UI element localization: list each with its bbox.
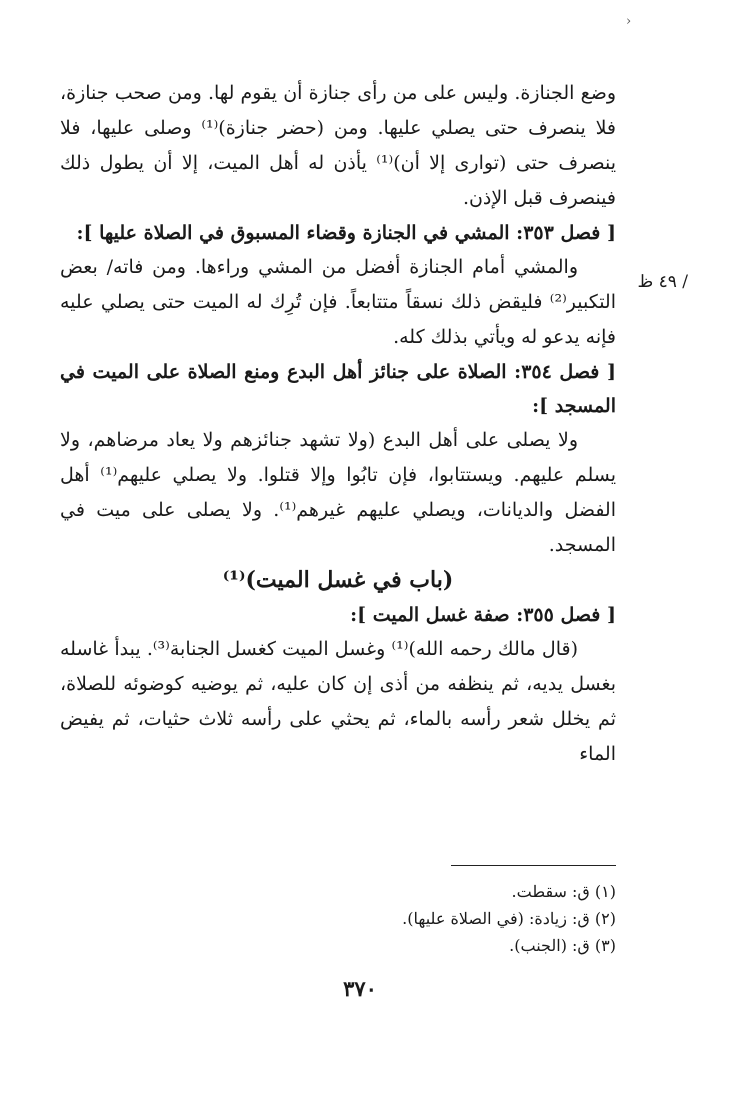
footnotes [60,865,616,959]
manuscript-folio-reference: / ٤٩ ظ [637,272,688,292]
page-number: ٣٧٠ [343,976,377,1001]
footnote-1: (١) ق: سقطت. [511,882,616,901]
paragraph-3: ولا يصلى على أهل البدع (ولا تشهد جنائزهم ولا يعاد مرضاهم، ولا يسلم عليهم. ويستتابوا، فإن تابُوا وإلا قتلوا. ولا يصلي عليهم⁽¹⁾ أهل الفضل والديانات، ويصلي عليهم غيرهم⁽¹⁾. ولا يصلى على ميت في المسجد. [60,429,616,556]
footnote-3: (٣) ق: (الجنب). [509,936,616,955]
footnote-divider [451,865,616,866]
footnote-2: (٢) ق: زيادة: (في الصلاة عليها). [402,909,616,928]
main-text [60,76,616,772]
chapter-heading: (باب في غسل الميت)⁽¹⁾ [222,567,454,593]
section-heading-353: [ فصل ٣٥٣: المشي في الجنازة وقضاء المسبوق في الصلاة عليها ]: [76,222,616,244]
paragraph-4: (قال مالك رحمه الله)⁽¹⁾ وغسل الميت كغسل الجنابة⁽³⁾. يبدأ غاسله بغسل يديه، ثم ينظفه من أذى إن كان عليه، ثم يوضيه كوضوئه للصلاة، ثم يخلل شعر رأسه بالماء، ثم يحثي على رأسه ثلاث حثيات، ثم يفيض الماء [60,638,616,765]
paragraph-1: وضع الجنازة. وليس على من رأى جنازة أن يقوم لها. ومن صحب جنازة، فلا ينصرف حتى يصلي عليها. ومن (حضر جنازة)⁽¹⁾ وصلى عليها، فلا ينصرف حتى (توارى إلا أن)⁽¹⁾ يأذن له أهل الميت، إلا أن يطول ذلك فينصرف قبل الإذن. [60,82,617,209]
section-heading-355: [ فصل ٣٥٥: صفة غسل الميت ]: [350,604,616,626]
paragraph-2: والمشي أمام الجنازة أفضل من المشي وراءها. ومن فاته/ بعض التكبير⁽²⁾ فليقض ذلك نسقاً متتابعاً. فإن تُرِك له الميت حتى يصلي عليه فإنه يدعو له ويأتي بذلك كله. [60,256,616,348]
section-heading-354: [ فصل ٣٥٤: الصلاة على جنائز أهل البدع ومنع الصلاة على الميت في المسجد ]: [60,361,616,417]
top-margin-marker: › [626,14,632,29]
